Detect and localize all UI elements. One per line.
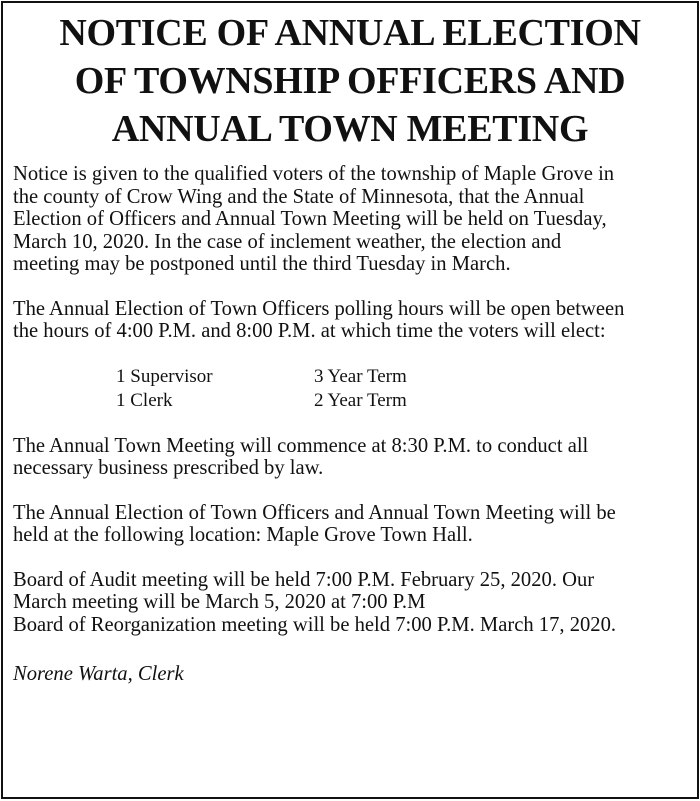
clerk-signature: Norene Warta, Clerk xyxy=(13,663,184,685)
text-line: necessary business prescribed by law. xyxy=(13,457,324,479)
text-line: the county of Crow Wing and the State of Minnesota, that the Annual xyxy=(13,185,585,208)
text-line: March meeting will be March 5, 2020 at 7:00 P.M xyxy=(13,591,426,613)
text-line: March 10, 2020. In the case of inclement weather, the election and xyxy=(13,230,562,253)
intro-paragraph xyxy=(13,163,687,276)
text-line: The Annual Town Meeting will commence at 8:30 P.M. to conduct all xyxy=(13,434,589,457)
election-notice xyxy=(1,1,699,799)
text-line: The Annual Election of Town Officers and Annual Town Meeting will be xyxy=(13,501,616,524)
position-office: 1 Clerk xyxy=(116,389,173,411)
polling-hours-paragraph xyxy=(13,298,687,343)
position-term: 2 Year Term xyxy=(314,389,407,411)
notice-title xyxy=(13,9,687,153)
location-paragraph xyxy=(13,502,687,547)
title-line: OF TOWNSHIP OFFICERS AND xyxy=(74,60,626,102)
text-line: held at the following location: Maple Grove Town Hall. xyxy=(13,524,473,546)
position-office: 1 Supervisor xyxy=(116,365,213,387)
title-line: NOTICE OF ANNUAL ELECTION xyxy=(59,12,641,54)
text-line: The Annual Election of Town Officers polling hours will be open between xyxy=(13,297,625,320)
title-line: ANNUAL TOWN MEETING xyxy=(111,108,589,150)
text-line: Board of Reorganization meeting will be held 7:00 P.M. March 17, 2020. xyxy=(13,613,617,636)
text-line: the hours of 4:00 P.M. and 8:00 P.M. at which time the voters will elect: xyxy=(13,320,606,342)
meeting-schedule-paragraph xyxy=(13,569,687,637)
text-line: meeting may be postponed until the third Tuesday in March. xyxy=(13,253,511,275)
position-row xyxy=(116,365,407,389)
text-line: Notice is given to the qualified voters of the township of Maple Grove in xyxy=(13,163,615,185)
text-line: Board of Audit meeting will be held 7:00 P.M. February 25, 2020. Our xyxy=(13,568,595,591)
text-line: Election of Officers and Annual Town Meeting will be held on Tuesday, xyxy=(13,208,607,230)
position-row xyxy=(116,389,407,413)
position-term: 3 Year Term xyxy=(314,365,407,387)
town-meeting-paragraph xyxy=(13,435,687,480)
positions-table xyxy=(116,365,407,413)
